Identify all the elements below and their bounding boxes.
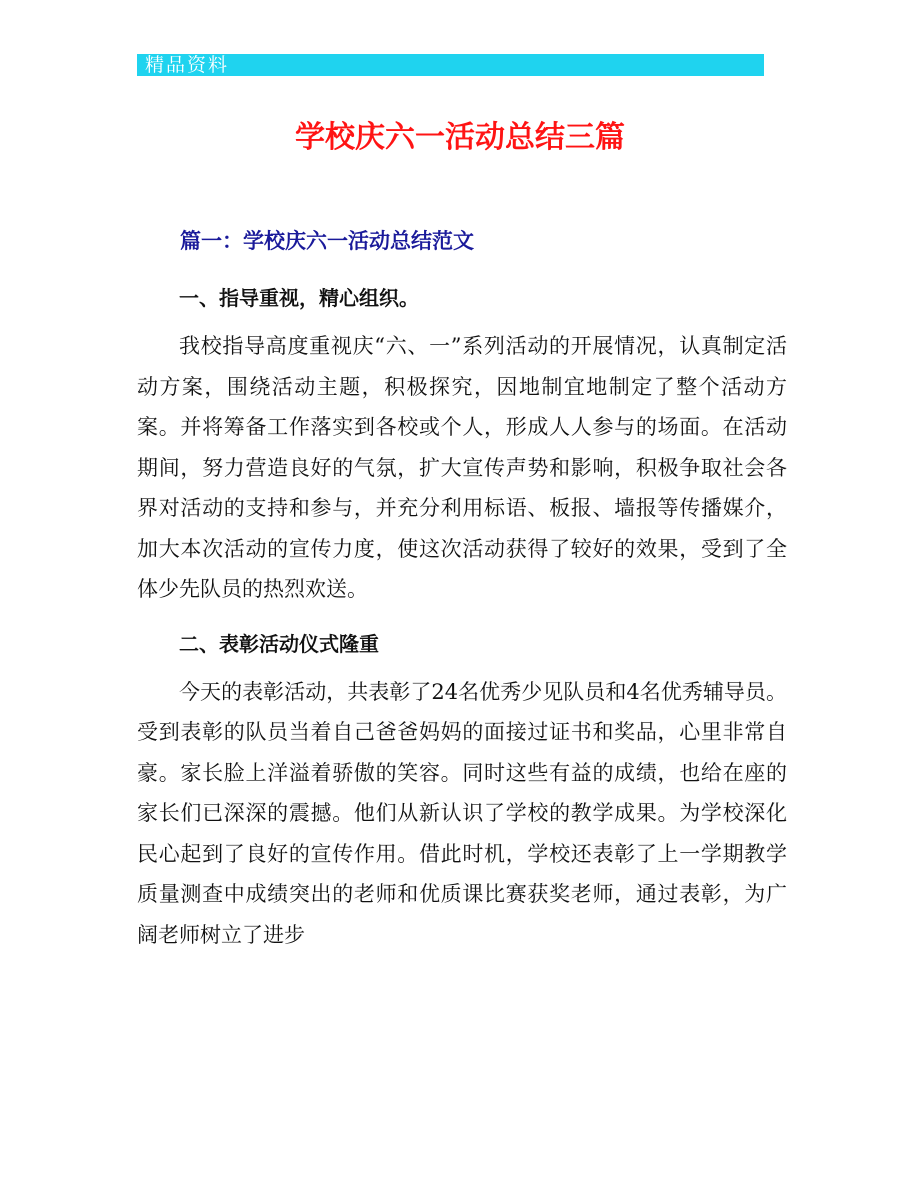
banner-label: 精品资料 xyxy=(145,54,230,76)
section-heading-1: 一、指导重视，精心组织。 xyxy=(179,286,419,310)
part-one-heading: 篇一：学校庆六一活动总结范文 xyxy=(180,229,474,253)
section-paragraph-2: 今天的表彰活动，共表彰了24名优秀少见队员和4名优秀辅导员。受到表彰的队员当着自己爸爸妈妈的面接过证书和奖品，心里非常自豪。家长脸上洋溢着骄傲的笑容。同时这些有益的成绩，也给在座的家长们已深深的震撼。他们从新认识了学校的教学成果。为学校深化民心起到了良好的宣传作用。借此时机，学校还表彰了上一学期教学质量测查中成绩突出的老师和优质课比赛获奖老师，通过表彰，为广阔老师树立了进步 xyxy=(137,679,787,947)
section-heading-2: 二、表彰活动仪式隆重 xyxy=(179,631,379,656)
document-body xyxy=(137,278,787,955)
header-banner xyxy=(137,54,764,76)
section-paragraph-1: 我校指导高度重视庆“六、一”系列活动的开展情况，认真制定活动方案，围绕活动主题，积极探究，因地制宜地制定了整个活动方案。并将筹备工作落实到各校或个人，形成人人参与的场面。在活动期间，努力营造良好的气氛，扩大宣传声势和影响，积极争取社会各界对活动的支持和参与，并充分利用标语、板报、墙报等传播媒介，加大本次活动的宣传力度，使这次活动获得了较好的效果，受到了全体少先队员的热烈欢送。 xyxy=(137,334,787,601)
document-title: 学校庆六一活动总结三篇 xyxy=(295,120,625,155)
